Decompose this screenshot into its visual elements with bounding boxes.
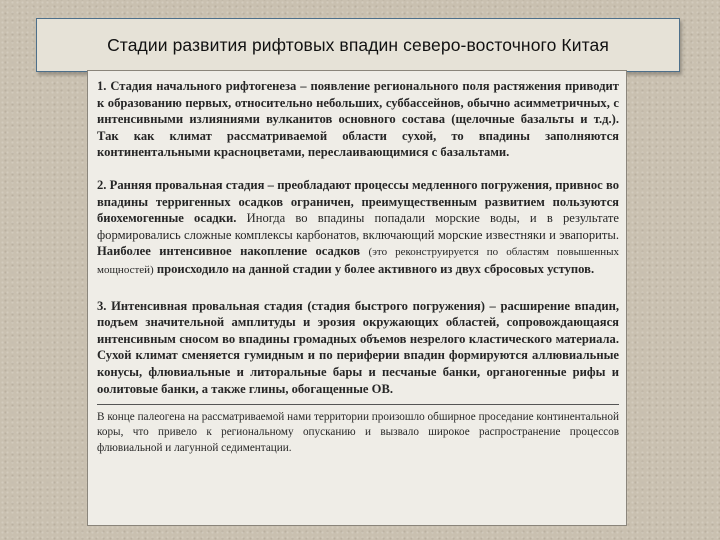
- stage-2-paragraph: [97, 177, 619, 279]
- stage-2-text-c: Наиболее интенсивное накопление осадков: [97, 244, 361, 259]
- stage-2-text-d: (это реконструируется по областям повышенных мощностей): [97, 246, 620, 276]
- stage-2-text-e: происходило на данной стадии у более активного из двух сбросовых уступов.: [156, 261, 595, 276]
- stage-2-text-b: Иногда во впадины попадали морские воды, и в результате формировались сложные комплексы карбонатов, включающий морские известняки и эвапориты.: [97, 211, 619, 242]
- stage-1-paragraph: 1. Стадия начального рифтогенеза – появление регионального поля растяжения приводит к образованию первых, относительно небольших, суббассейнов, обычно асимметричных, с интенсивными излияниями вулканитов основного состава (щелочные базальты и т.д.). Так как климат рассматриваемой области сухой, то впадины заполняются континентальными красноцветами, переслаивающимися с базальтами.: [97, 79, 619, 160]
- divider: [97, 404, 619, 405]
- slide-title: Стадии развития рифтовых впадин северо-восточного Китая: [107, 34, 609, 55]
- stage-2-text-a: 2. Ранняя провальная стадия – преобладают процессы медленного погружения, привнос во впадины терригенных осадков ограничен, преимущественным развитием пользуются биохемогенные осадки.: [97, 177, 619, 226]
- scanned-document: [87, 70, 627, 526]
- stage-3-paragraph: 3. Интенсивная провальная стадия (стадия быстрого погружения) – расширение впадин, подъем значительной амплитуды и эрозия окружающих областей, сопровождающаяся интенсивным сносом во впадины громадных объемов незрелого кластического материала. Сухой климат сменяется гумидным и по периферии впадин формируются аллювиальные конусы, флювиальные и литоральные бары и песчаные банки, органогенные рифы и оолитовые банки, а также глины, обогащенные ОВ.: [97, 298, 619, 396]
- conclusion-paragraph: В конце палеогена на рассматриваемой нами территории произошло обширное проседание континентальной коры, что привело к региональному опусканию и вызвало широкое распространение процессов флювиальной и лагунной седиментации.: [97, 411, 619, 454]
- title-box: [36, 18, 680, 72]
